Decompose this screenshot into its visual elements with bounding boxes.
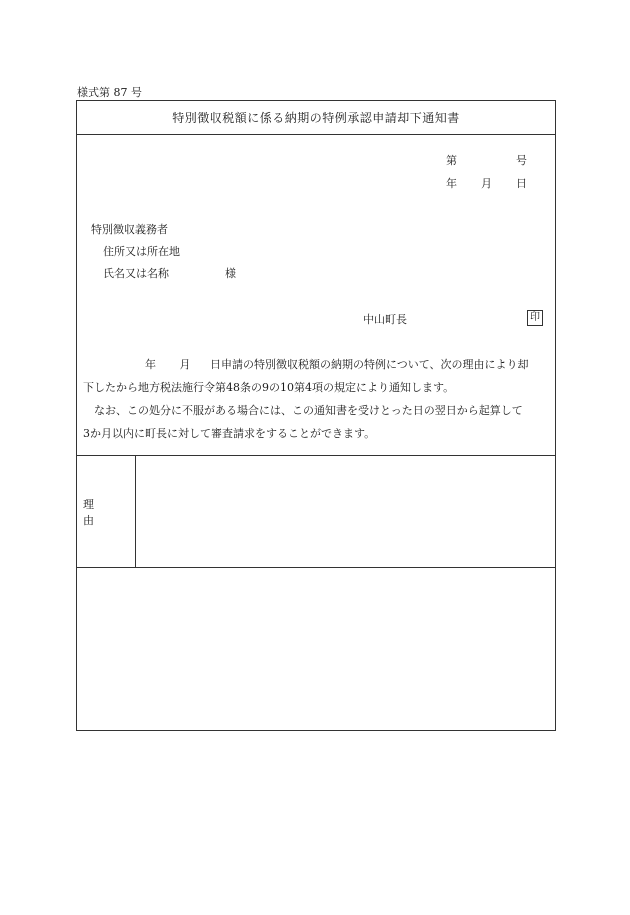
notice-form	[76, 100, 556, 731]
body-line-3: なお、この処分に不服がある場合には、この通知書を受けとった日の翌日から起算して	[94, 404, 523, 417]
notice-body	[77, 135, 555, 455]
body-line-2: 下したから地方税法施行令第48条の9の10第4項の規定により通知します。	[83, 381, 455, 394]
body-month: 月	[179, 358, 191, 371]
address-label: 住所又は所在地	[103, 245, 180, 258]
body-line-4: 3か月以内に町長に対して審査請求をすることができます。	[83, 427, 376, 440]
reason-label: 理由	[83, 497, 116, 527]
reason-content[interactable]	[136, 456, 555, 567]
name-label: 氏名又は名称	[103, 267, 169, 280]
honorific: 様	[225, 267, 236, 280]
seal-mark: 印	[527, 310, 543, 326]
document-number-prefix: 第	[446, 154, 457, 167]
addressee-heading: 特別徴収義務者	[91, 223, 168, 236]
reason-row	[77, 455, 555, 568]
date-year: 年	[446, 177, 457, 190]
body-year: 年	[145, 358, 156, 371]
notice-paragraph-1	[83, 353, 551, 399]
reason-label-cell	[77, 456, 136, 567]
document-number-suffix: 号	[516, 154, 527, 167]
body-line-1: 日申請の特別徴収税額の納期の特例について、次の理由により却	[210, 358, 529, 371]
date-month: 月	[481, 177, 492, 190]
issuer: 中山町長	[363, 313, 407, 326]
date-day: 日	[516, 177, 527, 190]
form-number: 様式第 87 号	[77, 86, 142, 99]
blank-area	[77, 568, 555, 730]
notice-paragraph-2	[83, 399, 551, 445]
form-title: 特別徴収税額に係る納期の特例承認申請却下通知書	[77, 101, 555, 135]
